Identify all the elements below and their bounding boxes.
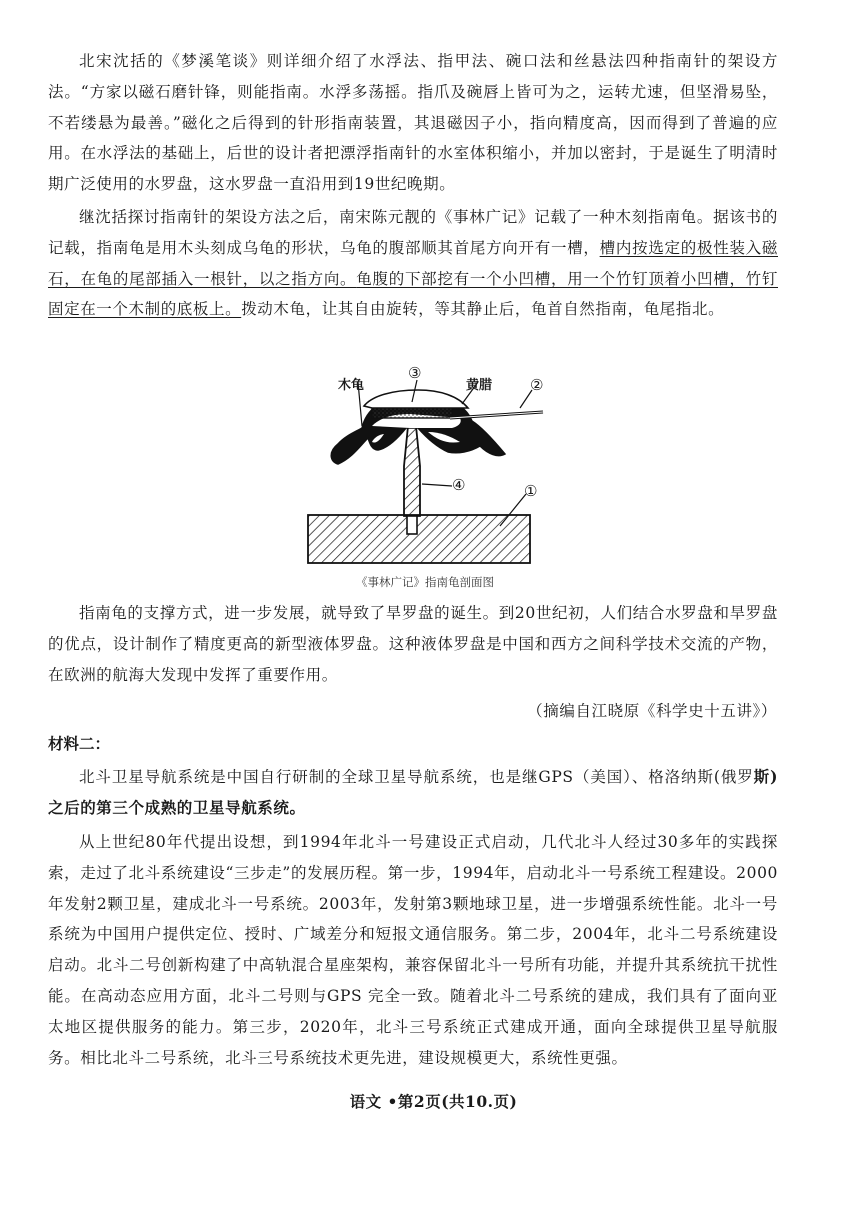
material2-paragraph-1 <box>48 762 778 824</box>
material2-heading: 材料二： <box>48 734 111 753</box>
label-wooden-turtle: 木龟 <box>338 378 365 393</box>
marker-1: ① <box>524 482 538 500</box>
paragraph-text: 北斗卫星导航系统是中国自行研制的全球卫星导航系统，也是继GPS（美国）、格洛纳斯(俄罗 <box>79 768 754 786</box>
source-citation: （摘编自江晓原《科学史十五讲》） <box>527 702 777 720</box>
marker-2: ② <box>530 376 544 394</box>
marker-4: ④ <box>452 476 466 494</box>
page-footer: 语文 •第2页(共10.页) <box>349 1092 518 1111</box>
paragraph-2-text-b: 拨动木龟，让其自由旋转，等其静止后，龟首自然指南，龟尾指北。 <box>241 300 725 319</box>
label-wax: 黄腊 <box>466 378 493 393</box>
paragraph-2-text-a: 继沈括探讨指南针的架设方法之后，南宋陈元靓的《事林广记》记载了一种木刻指南龟。据该书的记载，指南龟是用木头刻成乌龟的形状，乌龟的腹部顺其首尾方向开有一槽， <box>48 208 778 257</box>
turtle-compass-figure <box>300 366 550 592</box>
material1-paragraph-2 <box>48 202 778 325</box>
wax-seal <box>364 390 468 408</box>
bamboo-nail <box>404 426 420 516</box>
turtle-cross-section-diagram <box>300 366 550 571</box>
material1-paragraph-1: 北宋沈括的《梦溪笔谈》则详细介绍了水浮法、指甲法、碗口法和丝悬法四种指南针的架设方法。“方家以磁石磨针锋，则能指南。水浮多荡摇。指爪及碗唇上皆可为之，运转尤速，但坚滑易坠，不若缕悬为最善。”磁化之后得到的针形指南装置，其退磁因子小，指向精度高，因而得到了普遍的应用。在水浮法的基础上，后世的设计者把漂浮指南针的水室体积缩小，并加以密封，于是诞生了明清时期广泛使用的水罗盘，这水罗盘一直沿用到19世纪晚期。 <box>48 52 778 194</box>
bold-text: 斯)之后的第三个成熟的卫星导航系统。 <box>48 767 778 817</box>
marker-3: ③ <box>408 364 422 382</box>
wooden-base-board <box>308 515 530 563</box>
underlined-sentence-2: 龟腹的下部挖有一个小凹槽，用一个竹钉顶着小凹槽，竹钉固定在一个木制的底板上。 <box>48 269 778 319</box>
material1-paragraph-3: 指南龟的支撑方式，进一步发展，就导致了旱罗盘的诞生。到20世纪初，人们结合水罗盘和旱罗盘的优点，设计制作了精度更高的新型液体罗盘。这种液体罗盘是中国和西方之间科学技术交流的产物，在欧洲的航海大发现中发挥了重要作用。 <box>48 604 778 684</box>
figure-caption: 《事林广记》指南龟剖面图 <box>356 575 494 589</box>
underlined-sentence-1: 槽内按选定的极性装入磁石，在龟的尾部插入一根针，以之指方向。 <box>48 238 778 288</box>
material2-paragraph-2: 从上世纪80年代提出设想，到1994年北斗一号建设正式启动，几代北斗人经过30多年的实践探索，走过了北斗系统建设“三步走”的发展历程。第一步，1994年，启动北斗一号系统工程建设。2000年发射2颗卫星，建成北斗一号系统。2003年，发射第3颗地球卫星，进一步增强系统性能。北斗一号系统为中国用户提供定位、授时、广域差分和短报文通信服务。第二步，2004年，北斗二号系统建设启动。北斗二号创新构建了中高轨混合星座架构，兼容保留北斗一号所有功能，并提升其系统抗干扰性能。在高动态应用方面，北斗二号则与GPS 完全一致。随着北斗二号系统的建成，我们具有了面向亚太地区提供服务的能力。第三步，2020年，北斗三号系统正式建成开通，面向全球提供卫星导航服务。相比北斗二号系统，北斗三号系统技术更先进，建设规模更大，系统性更强。 <box>48 833 778 1067</box>
